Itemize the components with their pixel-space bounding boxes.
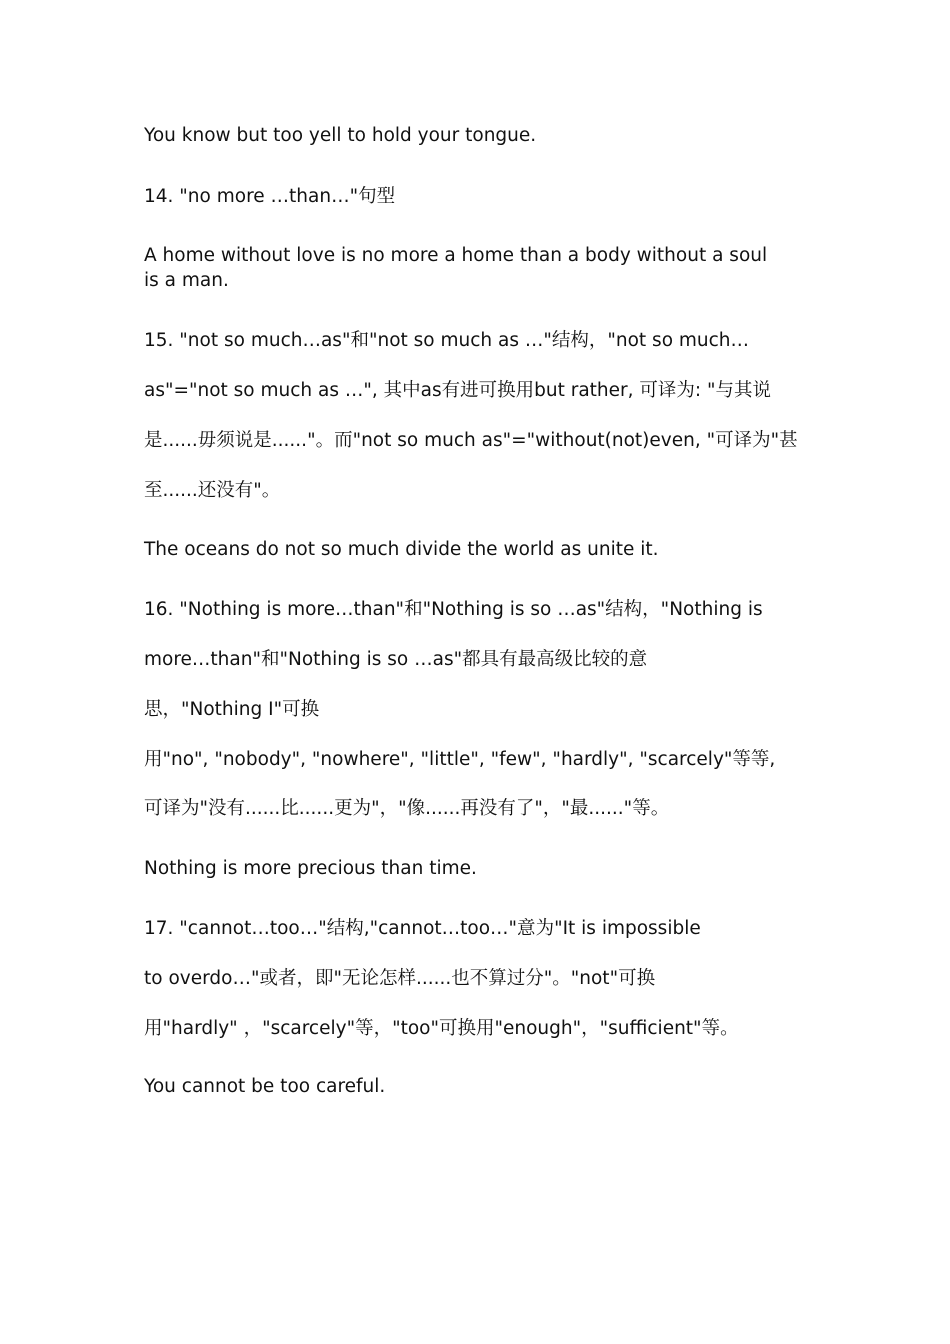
explanation-line: as"="not so much as …", 其中as有进可换用but rather, 可译为: "与其说 (144, 380, 772, 401)
section-heading-14: 14. "no more …than…"句型 (144, 186, 396, 207)
example-sentence: The oceans do not so much divide the world as unite it. (144, 539, 659, 560)
example-sentence-continued: is a man. (144, 270, 229, 291)
explanation-line: 至......还没有"。 (144, 480, 281, 501)
section-heading-16: 16. "Nothing is more…than"和"Nothing is so …as"结构，"Nothing is (144, 599, 763, 620)
section-heading-17: 17. "cannot…too…"结构,"cannot…too…"意为"It is impossible (144, 918, 701, 939)
explanation-line: 用"hardly" ，"scarcely"等，"too"可换用"enough"，"sufficient"等。 (144, 1018, 739, 1039)
explanation-line: 是......毋须说是......"。而"not so much as"="without(not)even, "可译为"甚 (144, 430, 798, 451)
explanation-line: more…than"和"Nothing is so …as"都具有最高级比较的意 (144, 649, 648, 670)
example-sentence: Nothing is more precious than time. (144, 858, 477, 879)
explanation-line: 思，"Nothing I"可换 (144, 699, 320, 720)
explanation-line: to overdo…"或者，即"无论怎样......也不算过分"。"not"可换 (144, 968, 656, 989)
explanation-line: 可译为"没有......比......更为"，"像......再没有了"，"最......"等。 (144, 798, 670, 819)
explanation-line: 用"no", "nobody", "nowhere", "little", "few", "hardly", "scarcely"等等, (144, 749, 776, 770)
section-heading-15: 15. "not so much…as"和"not so much as …"结构，"not so much… (144, 330, 750, 351)
example-sentence: A home without love is no more a home than a body without a soul (144, 245, 768, 266)
example-sentence: You cannot be too careful. (144, 1076, 386, 1097)
example-sentence: You know but too yell to hold your tongue. (144, 125, 537, 146)
